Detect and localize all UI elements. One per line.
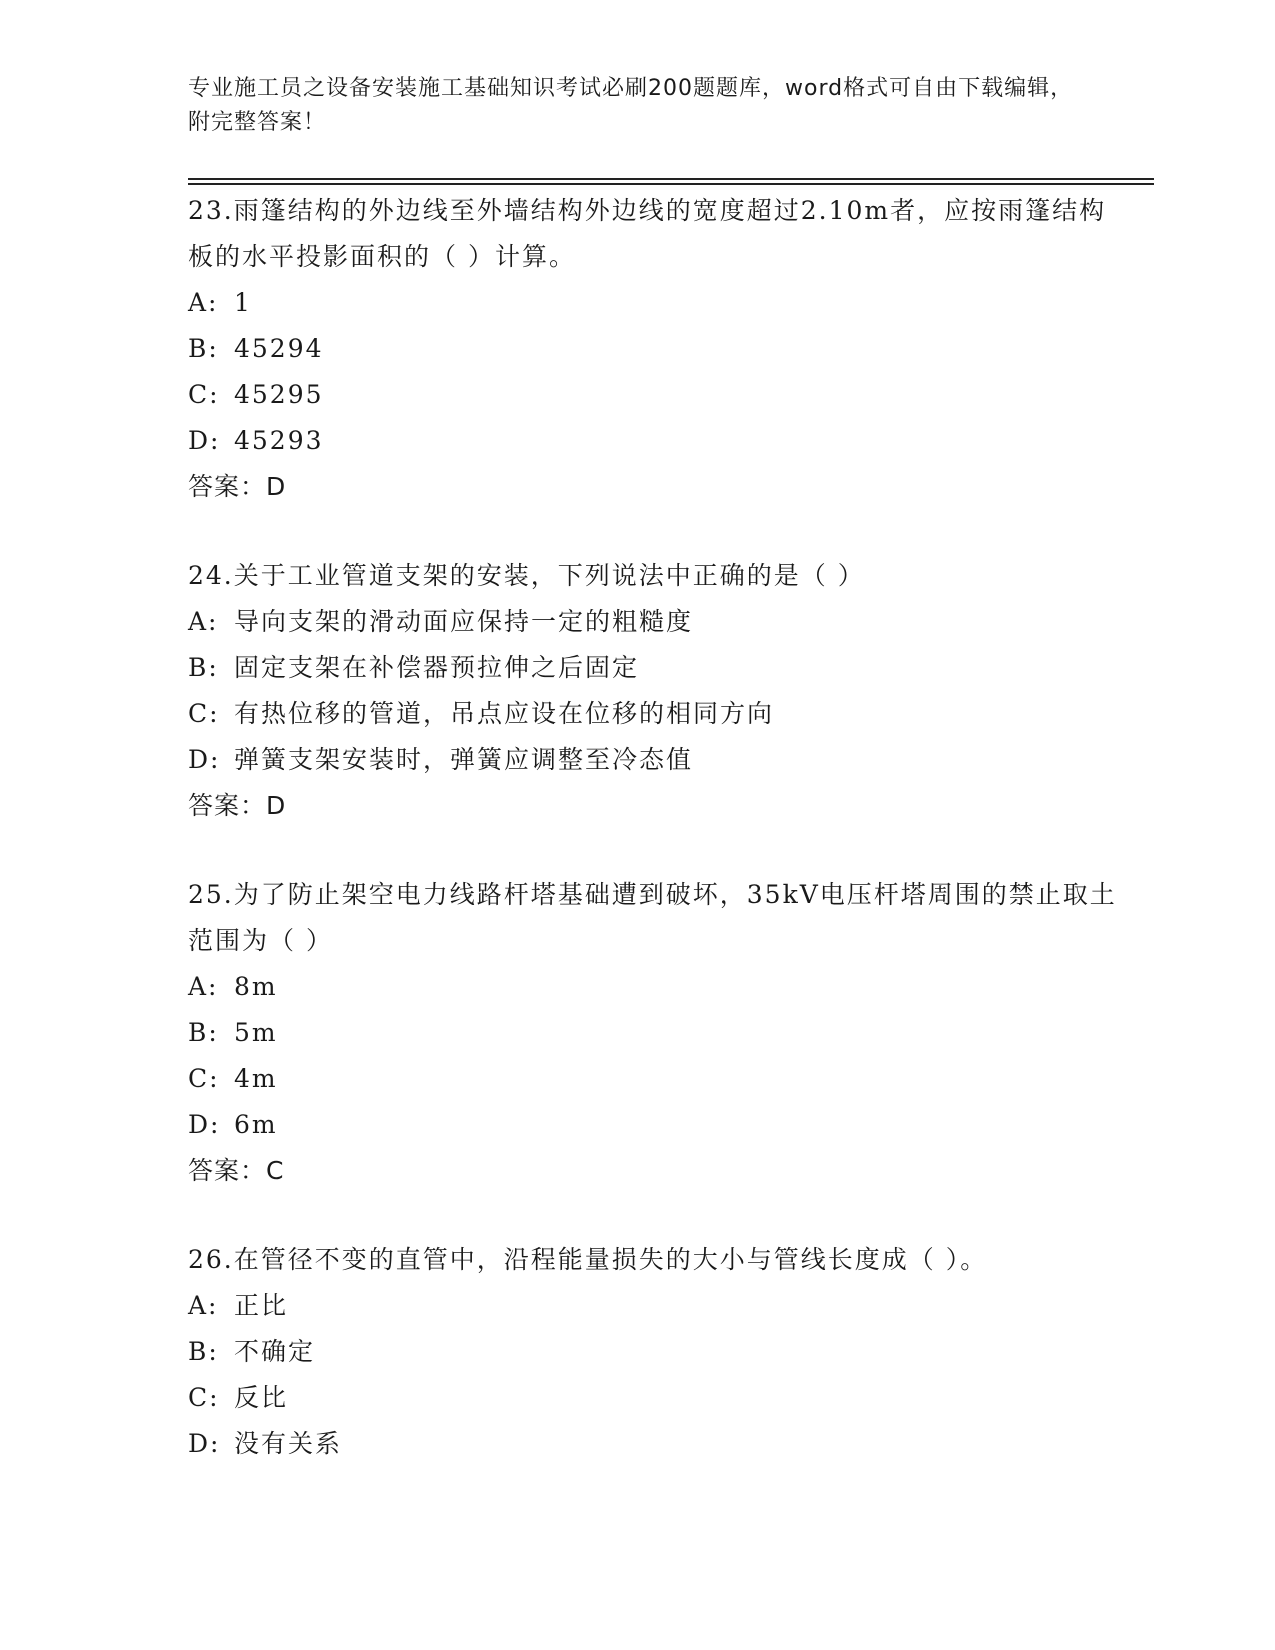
option-label: D: bbox=[188, 745, 221, 774]
option-b bbox=[188, 1010, 1118, 1056]
option-label: B: bbox=[188, 334, 219, 363]
option-c bbox=[188, 1056, 1118, 1102]
option-text: 45293 bbox=[234, 426, 324, 455]
option-label: C: bbox=[188, 699, 220, 728]
option-a bbox=[188, 964, 1118, 1010]
option-text: 反比 bbox=[234, 1383, 289, 1412]
option-text: 固定支架在补偿器预拉伸之后固定 bbox=[234, 653, 640, 682]
option-text: 导向支架的滑动面应保持一定的粗糙度 bbox=[234, 607, 694, 636]
option-d bbox=[188, 1421, 1118, 1467]
option-text: 45294 bbox=[234, 334, 324, 363]
option-text: 弹簧支架安装时，弹簧应调整至冷态值 bbox=[234, 745, 694, 774]
option-label: C: bbox=[188, 1383, 220, 1412]
option-label: A: bbox=[188, 607, 219, 636]
option-label: A: bbox=[188, 1291, 219, 1320]
option-d bbox=[188, 1102, 1118, 1148]
option-c bbox=[188, 372, 1118, 418]
option-a bbox=[188, 1283, 1118, 1329]
option-text: 45295 bbox=[234, 380, 324, 409]
option-a bbox=[188, 599, 1118, 645]
option-label: B: bbox=[188, 1018, 219, 1047]
option-b bbox=[188, 326, 1118, 372]
header-divider-bottom bbox=[188, 183, 1154, 185]
option-label: C: bbox=[188, 380, 220, 409]
header-divider-top bbox=[188, 178, 1154, 180]
option-text: 有热位移的管道，吊点应设在位移的相同方向 bbox=[234, 699, 775, 728]
option-text: 4m bbox=[234, 1064, 278, 1093]
option-label: C: bbox=[188, 1064, 220, 1093]
question-stem: 24.关于工业管道支架的安装，下列说法中正确的是（ ） bbox=[188, 561, 865, 590]
option-text: 不确定 bbox=[234, 1337, 316, 1366]
option-text: 1 bbox=[234, 288, 252, 317]
answer-line: 答案：D bbox=[188, 791, 287, 820]
answer-line: 答案：D bbox=[188, 472, 287, 501]
option-label: D: bbox=[188, 1429, 221, 1458]
option-text: 6m bbox=[234, 1110, 278, 1139]
option-label: B: bbox=[188, 1337, 219, 1366]
option-b bbox=[188, 645, 1118, 691]
option-text: 正比 bbox=[234, 1291, 289, 1320]
option-label: A: bbox=[188, 972, 219, 1001]
option-label: A: bbox=[188, 288, 219, 317]
option-label: D: bbox=[188, 1110, 221, 1139]
option-text: 8m bbox=[234, 972, 278, 1001]
question-stem: 26.在管径不变的直管中，沿程能量损失的大小与管线长度成（ ）。 bbox=[188, 1245, 988, 1274]
question-stem: 23.雨篷结构的外边线至外墙结构外边线的宽度超过2.10m者，应按雨篷结构板的水平投影面积的（ ）计算。 bbox=[188, 196, 1107, 271]
option-a bbox=[188, 280, 1118, 326]
option-text: 没有关系 bbox=[234, 1429, 343, 1458]
option-b bbox=[188, 1329, 1118, 1375]
option-label: D: bbox=[188, 426, 221, 455]
question-25 bbox=[188, 872, 1118, 1194]
document-title: 专业施工员之设备安装施工基础知识考试必刷200题题库，word格式可自由下载编辑，附完整答案！ bbox=[188, 76, 1074, 135]
option-d bbox=[188, 737, 1118, 783]
option-text: 5m bbox=[234, 1018, 278, 1047]
question-24 bbox=[188, 553, 1118, 829]
option-c bbox=[188, 691, 1118, 737]
option-label: B: bbox=[188, 653, 219, 682]
option-d bbox=[188, 418, 1118, 464]
question-23 bbox=[188, 188, 1118, 510]
question-26 bbox=[188, 1237, 1118, 1467]
option-c bbox=[188, 1375, 1118, 1421]
question-stem: 25.为了防止架空电力线路杆塔基础遭到破坏，35kV电压杆塔周围的禁止取土范围为（ ） bbox=[188, 880, 1117, 955]
answer-line: 答案：C bbox=[188, 1156, 285, 1185]
